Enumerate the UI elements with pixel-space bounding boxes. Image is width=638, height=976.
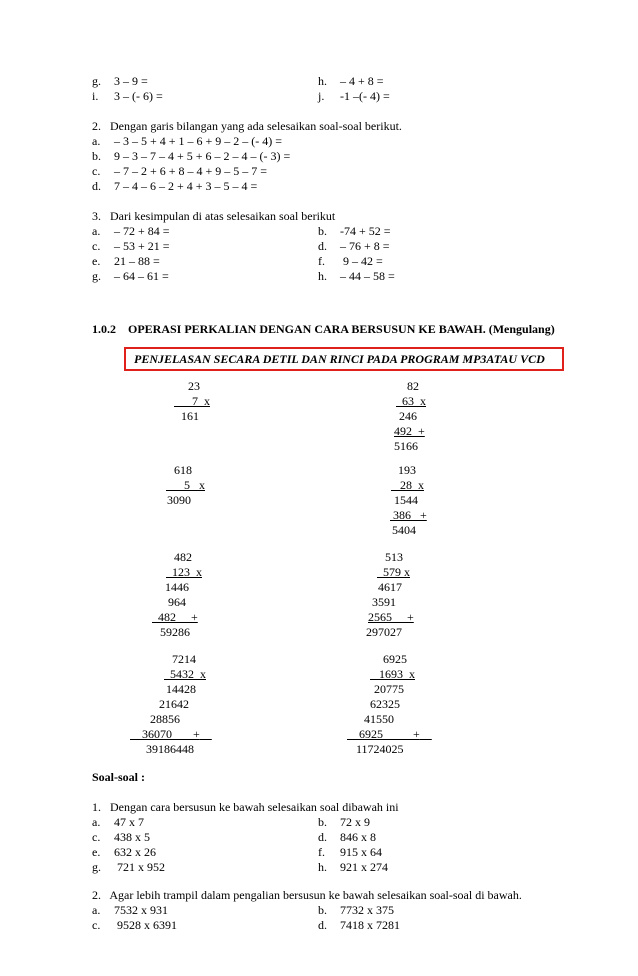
mult-result: 59286 <box>160 625 190 639</box>
mult-result: 5166 <box>394 439 418 453</box>
mult-line: 4617 <box>378 580 402 594</box>
mult-line: 28856 <box>150 712 180 726</box>
mult-line: 28 x <box>400 478 424 492</box>
mult-line: 123 x <box>172 565 202 579</box>
item-label: c. <box>92 239 101 253</box>
item-text: – 72 + 84 = <box>114 224 170 238</box>
mult-line: 6925 <box>383 652 407 666</box>
item-label: d. <box>318 239 327 253</box>
item-text: 3 – (- 6) = <box>114 89 163 103</box>
question-heading: 1. Dengan cara bersusun ke bawah selesaikan soal dibawah ini <box>92 800 399 814</box>
mult-line: 579 x <box>383 565 410 579</box>
item-text: 9528 x 6391 <box>114 918 177 932</box>
item-text: 7418 x 7281 <box>340 918 400 932</box>
item-label: d. <box>92 179 101 193</box>
mult-line: 14428 <box>166 682 196 696</box>
mult-line: 23 <box>188 379 200 393</box>
mult-result: 161 <box>181 409 199 423</box>
mult-line: 6925 + <box>359 727 420 741</box>
mult-line: 7214 <box>172 652 196 666</box>
item-text: – 44 – 58 = <box>340 269 395 283</box>
item-text: – 76 + 8 = <box>340 239 390 253</box>
item-label: f. <box>318 254 325 268</box>
item-text: 7532 x 931 <box>114 903 168 917</box>
item-label: h. <box>318 860 327 874</box>
item-label: h. <box>318 269 327 283</box>
mult-line: 386 + <box>393 508 427 522</box>
mult-line: 41550 <box>364 712 394 726</box>
item-text: 21 – 88 = <box>114 254 160 268</box>
item-text: 72 x 9 <box>340 815 370 829</box>
section-title: 1.0.2 OPERASI PERKALIAN DENGAN CARA BERSUSUN KE BAWAH. (Mengulang) <box>92 322 555 336</box>
mult-result: 39186448 <box>146 742 194 756</box>
mult-line: 3591 <box>372 595 396 609</box>
item-text: – 4 + 8 = <box>340 74 384 88</box>
mult-line: 21642 <box>159 697 189 711</box>
highlight-box-text: PENJELASAN SECARA DETIL DAN RINCI PADA PROGRAM MP3ATAU VCD <box>134 352 545 366</box>
mult-result: 11724025 <box>356 742 404 756</box>
mult-result: 3090 <box>167 493 191 507</box>
mult-line: 36070 + <box>142 727 200 741</box>
item-text: 7 – 4 – 6 – 2 + 4 + 3 – 5 – 4 = <box>114 179 258 193</box>
question-heading: 3. Dari kesimpulan di atas selesaikan soal berikut <box>92 209 336 223</box>
item-label: c. <box>92 164 101 178</box>
mult-line: 482 + <box>158 610 198 624</box>
item-label: b. <box>318 224 327 238</box>
item-label: e. <box>92 845 101 859</box>
mult-line: 62325 <box>370 697 400 711</box>
question-heading: 2. Agar lebih trampil dalam pengalian bersusun ke bawah selesaikan soal-soal di bawah. <box>92 888 522 902</box>
item-text: 3 – 9 = <box>114 74 148 88</box>
item-text: -74 + 52 = <box>340 224 391 238</box>
item-text: – 3 – 5 + 4 + 1 – 6 + 9 – 2 – (- 4) = <box>114 134 283 148</box>
item-text: 9 – 42 = <box>340 254 383 268</box>
mult-line: 63 x <box>402 394 426 408</box>
mult-line: 1693 x <box>379 667 415 681</box>
item-label: e. <box>92 254 101 268</box>
item-label: d. <box>318 830 327 844</box>
item-text: -1 –(- 4) = <box>340 89 390 103</box>
item-text: 721 x 952 <box>114 860 165 874</box>
item-text: 846 x 8 <box>340 830 376 844</box>
mult-line: 482 <box>174 550 192 564</box>
item-label: i. <box>92 89 99 103</box>
item-text: – 64 – 61 = <box>114 269 169 283</box>
mult-line: 618 <box>174 463 192 477</box>
item-text: 921 x 274 <box>340 860 388 874</box>
mult-line: 492 + <box>394 424 425 438</box>
item-text: 915 x 64 <box>340 845 382 859</box>
item-label: c. <box>92 830 101 844</box>
item-text: 7732 x 375 <box>340 903 394 917</box>
item-label: b. <box>92 149 101 163</box>
mult-line: 5 x <box>184 478 205 492</box>
item-text: – 7 – 2 + 6 + 8 – 4 + 9 – 5 – 7 = <box>114 164 268 178</box>
item-label: g. <box>92 860 101 874</box>
item-label: a. <box>92 903 101 917</box>
mult-line: 964 <box>168 595 186 609</box>
item-label: j. <box>318 89 325 103</box>
item-label: a. <box>92 134 101 148</box>
mult-line: 513 <box>385 550 403 564</box>
item-text: 47 x 7 <box>114 815 144 829</box>
soal-title: Soal-soal : <box>92 770 146 784</box>
mult-line: 20775 <box>374 682 404 696</box>
item-label: b. <box>318 815 327 829</box>
mult-result: 5404 <box>392 523 416 537</box>
mult-line: 1446 <box>165 580 189 594</box>
mult-line: 7 x <box>192 394 210 408</box>
item-text: 9 – 3 – 7 – 4 + 5 + 6 – 2 – 4 – (- 3) = <box>114 149 291 163</box>
item-label: f. <box>318 845 325 859</box>
item-label: g. <box>92 269 101 283</box>
item-text: – 53 + 21 = <box>114 239 170 253</box>
question-heading: 2. Dengan garis bilangan yang ada selesaikan soal-soal berikut. <box>92 119 402 133</box>
mult-line: 246 <box>399 409 417 423</box>
item-label: a. <box>92 815 101 829</box>
mult-line: 82 <box>407 379 419 393</box>
item-text: 632 x 26 <box>114 845 156 859</box>
mult-line: 193 <box>398 463 416 477</box>
item-text: 438 x 5 <box>114 830 150 844</box>
item-label: c. <box>92 918 101 932</box>
mult-result: 297027 <box>366 625 402 639</box>
item-label: h. <box>318 74 327 88</box>
mult-line: 5432 x <box>170 667 206 681</box>
item-label: b. <box>318 903 327 917</box>
item-label: a. <box>92 224 101 238</box>
mult-line: 2565 + <box>368 610 414 624</box>
item-label: d. <box>318 918 327 932</box>
item-label: g. <box>92 74 101 88</box>
mult-line: 1544 <box>394 493 418 507</box>
